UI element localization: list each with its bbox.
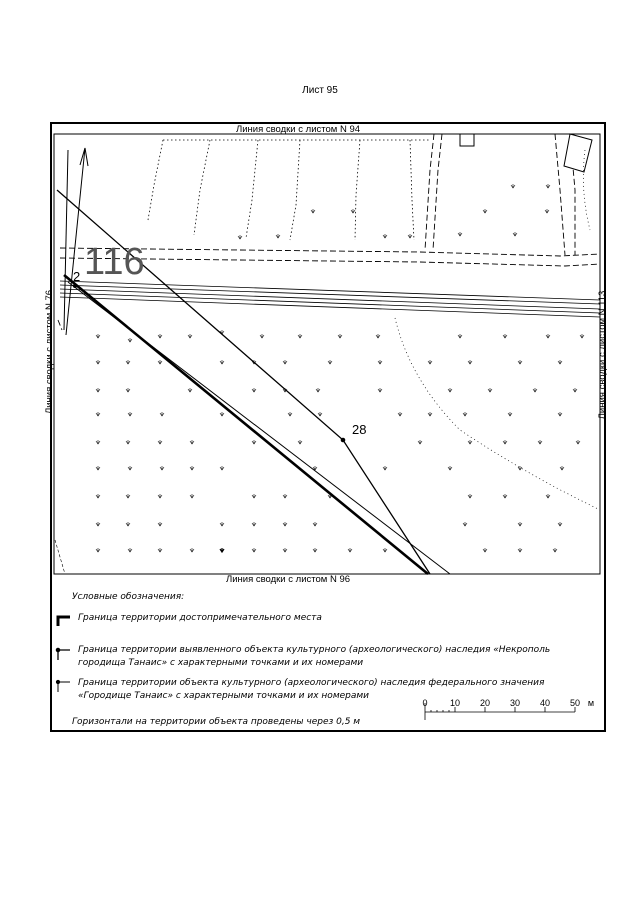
scale-tick-40: 40 (539, 698, 551, 708)
scale-tick-20: 20 (479, 698, 491, 708)
buildings (460, 134, 592, 172)
vertical-boundary (64, 150, 68, 330)
edge-label-left: Линия сводки с листом N 76 (44, 289, 55, 415)
scale-unit: м (587, 698, 595, 708)
scale-tick-10: 10 (449, 698, 461, 708)
road-dashed (58, 134, 600, 330)
contours-note: Горизонтали на территории объекта проведены через 0,5 м (72, 717, 361, 727)
scale-tick-0: 0 (422, 698, 428, 708)
edge-label-bottom: Линия сводки с листом N 96 (225, 574, 351, 585)
terrain-dotted (395, 150, 600, 510)
edge-label-top: Линия сводки с листом N 94 (235, 124, 361, 135)
edge-label-right: Линия сводки с листом N 113 (597, 290, 608, 420)
point-label-2: 2 (73, 269, 81, 284)
map-inner-border (54, 134, 600, 574)
settlement-boundary (68, 282, 450, 574)
legend-heading: Условные обозначения: (72, 592, 185, 602)
legend-item-necropolis-line1: Граница территории выявленного объекта культурного (археологического) наследия «Некрополь (78, 645, 551, 655)
scale-bar (425, 703, 575, 720)
legend-item-settlement-line1: Граница территории объекта культурного (археологического) наследия федерального значения (78, 678, 545, 688)
legend-item-necropolis-line2: городища Танаис» с характерными точками и их номерами (78, 658, 364, 668)
necropolis-boundary (64, 275, 428, 574)
legend-symbol-necropolis (56, 648, 70, 660)
vegetation-symbols (96, 184, 584, 552)
field-parcels (148, 140, 430, 240)
characteristic-point-28 (341, 438, 346, 443)
legend-item-monument: Граница территории достопримечательного места (78, 613, 322, 623)
scale-tick-30: 30 (509, 698, 521, 708)
characteristic-point-2 (73, 284, 77, 288)
road-solid (60, 281, 600, 317)
legend-symbol-monument (58, 617, 70, 626)
sheet-title: Лист 95 (302, 85, 338, 96)
legend-symbol-settlement (56, 680, 70, 692)
legend-item-settlement-line2: «Городище Танаис» с характерными точками и их номерами (78, 691, 370, 701)
parcel-number: 116 (84, 241, 145, 283)
point-label-28: 28 (352, 422, 367, 437)
scale-tick-50: 50 (569, 698, 581, 708)
